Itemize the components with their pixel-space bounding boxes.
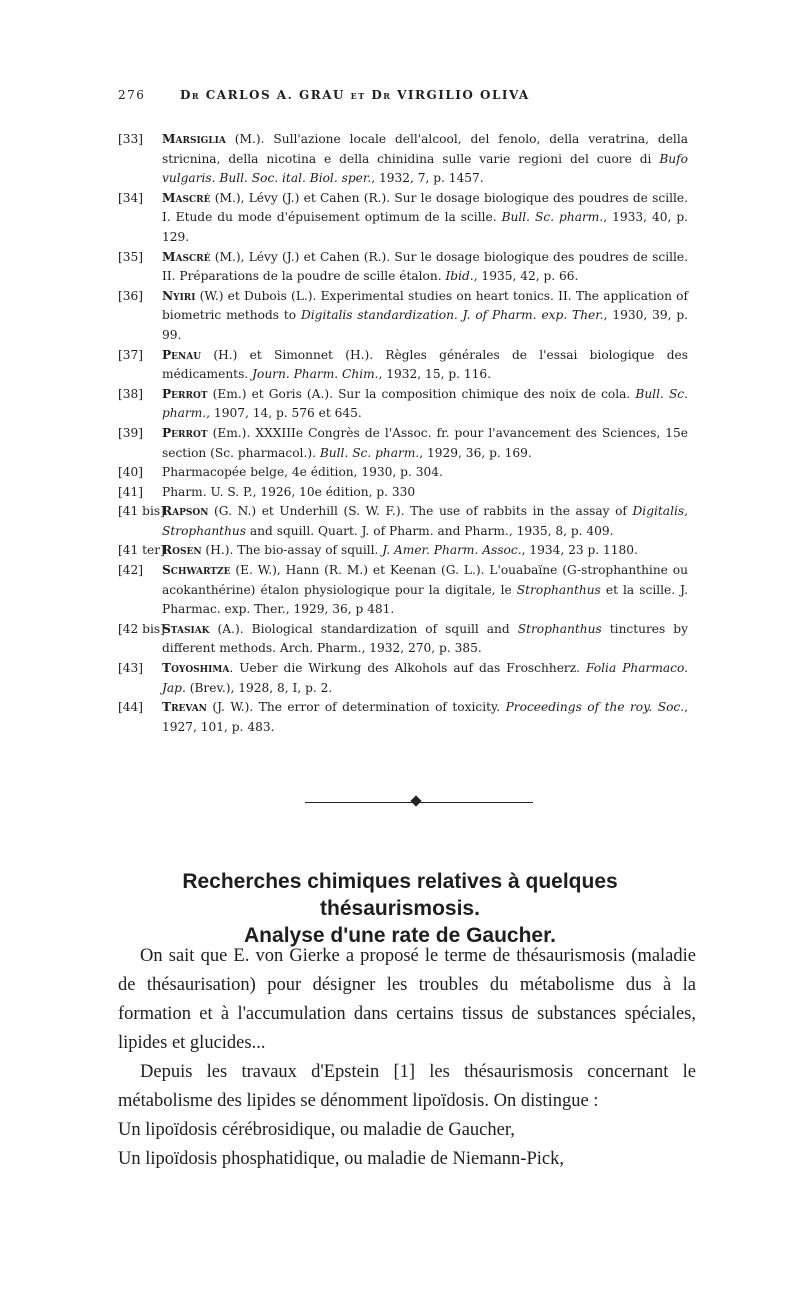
reference-text: . Ueber die Wirkung des Alkohols auf das Froschherz.: [229, 661, 587, 676]
reference-details: , 1934, 23 p. 1180.: [521, 543, 638, 558]
reference-details: (Brev.), 1928, 8, I, p. 2.: [185, 680, 333, 695]
reference-details: , 1930, 39, p. 99.: [162, 308, 689, 342]
reference-author: Schwartze: [162, 563, 231, 578]
reference-text: (G. N.) et Underhill (S. W. F.). The use of rabbits in the assay of: [208, 504, 633, 519]
reference-text: (E. W.), Hann (R. M.) et Keenan (G. L.). L'ouabaïne (G-strophanthine ou acokanthérine) étalon physiologique pour la digitale, le: [162, 563, 688, 597]
reference-journal: Bull. Sc. pharm.: [501, 210, 604, 225]
reference-number: [41 ter]: [118, 543, 165, 558]
reference-author: Toyoshima: [162, 661, 230, 676]
reference-item: [118, 248, 688, 287]
reference-item: [118, 502, 688, 541]
article-body: [118, 942, 696, 1174]
reference-details: , 1932, 15, p. 116.: [378, 367, 492, 382]
reference-details: and squill. Quart. J. of Pharm. and Pharm., 1935, 8, p. 409.: [246, 523, 614, 538]
reference-text: (M.). Sull'azione locale dell'alcool, del fenolo, della veratrina, della stricnina, della nicotina e della chinidina sulle varie regioni del cuore di: [162, 132, 688, 166]
reference-journal: Strophanthus: [516, 582, 601, 597]
reference-journal: Bufo vulgaris. Bull. Soc. ital. Biol. sper.: [162, 151, 688, 186]
body-paragraph: On sait que E. von Gierke a proposé le terme de thésaurismosis (maladie de thésaurisation) pour désigner les troubles du métabolisme dus à la formation et à l'accumulation dans certains tissus de substances spéciales, lipides et glucides...: [118, 946, 696, 1053]
reference-text: (W.) et Dubois (L.). Experimental studies on heart tonics. II. The application of biometric methods to: [162, 288, 688, 323]
reference-author: Nyiri: [162, 288, 196, 303]
reference-details: , 1932, 7, p. 1457.: [371, 171, 484, 186]
reference-number: [35]: [118, 249, 144, 264]
body-list-item: Un lipoïdosis cérébrosidique, ou maladie de Gaucher,: [118, 1120, 515, 1140]
reference-number: [40]: [118, 465, 144, 480]
reference-author: Rosen: [162, 543, 202, 558]
reference-text: Pharm. U. S. P., 1926, 10e édition, p. 330: [162, 484, 416, 499]
article-title-line-1: Recherches chimiques relatives à quelques thésaurismosis.: [182, 870, 618, 920]
reference-text: Pharmacopée belge, 4e édition, 1930, p. 304.: [162, 465, 443, 480]
reference-item: [118, 698, 688, 737]
reference-text: (M.), Lévy (J.) et Cahen (R.). Sur le dosage biologique des poudres de scille. II. Préparations de la poudre de scille étalon.: [162, 249, 688, 284]
reference-journal: Digitalis, Strophanthus: [162, 504, 688, 538]
body-list-item: Un lipoïdosis phosphatidique, ou maladie de Niemann-Pick,: [118, 1149, 564, 1169]
body-paragraph: Depuis les travaux d'Epstein [1] les thésaurismosis concernant le métabolisme des lipides se dénomment lipoïdosis. On distingue :: [118, 1062, 696, 1111]
reference-journal: Journ. Pharm. Chim.: [252, 367, 379, 382]
reference-number: [42]: [118, 563, 144, 578]
reference-details: , 1929, 36, p. 169.: [419, 445, 532, 460]
reference-number: [44]: [118, 700, 144, 715]
reference-item: [118, 483, 688, 503]
reference-item: [118, 130, 688, 189]
reference-details: , 1927, 101, p. 483.: [162, 700, 688, 734]
reference-journal: Bull. Sc. pharm.: [162, 386, 688, 421]
reference-number: [36]: [118, 288, 144, 303]
reference-author: Perrot: [162, 386, 208, 401]
reference-number: [43]: [118, 661, 144, 676]
reference-text: (J. W.). The error of determination of toxicity.: [206, 700, 506, 715]
reference-text: (H.). The bio-assay of squill.: [201, 543, 383, 558]
reference-author: Trevan: [162, 700, 207, 715]
reference-number: [41]: [118, 484, 144, 499]
reference-author: Stasiak: [162, 621, 210, 636]
article-title: [100, 868, 700, 949]
page-header: [118, 88, 688, 102]
reference-author: Rapson: [162, 504, 209, 519]
reference-number: [33]: [118, 132, 144, 146]
reference-item: [118, 346, 688, 385]
reference-text: (Em.) et Goris (A.). Sur la composition chimique des noix de cola.: [207, 386, 636, 401]
reference-item: [118, 424, 688, 463]
reference-journal: Folia Pharmaco. Jap.: [162, 661, 688, 695]
reference-journal: J. Amer. Pharm. Assoc.: [382, 543, 522, 558]
reference-number: [38]: [118, 386, 144, 401]
reference-author: Marsiglia: [162, 132, 226, 146]
running-title: Dr CARLOS A. GRAU et Dr VIRGILIO OLIVA: [180, 88, 530, 102]
reference-author: Mascré: [162, 249, 211, 264]
reference-number: [37]: [118, 347, 144, 362]
reference-author: Mascré: [162, 190, 211, 205]
reference-number: [39]: [118, 425, 144, 440]
reference-journal: Bull. Sc. pharm.: [319, 445, 420, 460]
reference-item: [118, 463, 688, 483]
reference-list: [118, 130, 688, 737]
reference-item: [118, 541, 688, 561]
reference-text: (M.), Lévy (J.) et Cahen (R.). Sur le dosage biologique des poudres de scille. I. Etude du mode d'épuisement optimum de la scille.: [162, 190, 688, 225]
reference-number: [34]: [118, 190, 144, 205]
reference-item: [118, 189, 688, 248]
diamond-ornament-icon: [410, 795, 421, 806]
reference-item: [118, 385, 688, 424]
reference-number: [41 bis]: [118, 504, 165, 519]
reference-text: (H.) et Simonnet (H.). Règles générales de l'essai biologique des médicaments.: [162, 347, 688, 382]
reference-journal: Ibid.: [445, 269, 474, 284]
reference-details: et la scille. J. Pharmac. exp. Ther., 1929, 36, p 481.: [162, 582, 688, 617]
reference-author: Penau: [162, 347, 202, 362]
reference-text: (A.). Biological standardization of squill and: [209, 621, 518, 636]
reference-journal: Digitalis standardization. J. of Pharm. exp. Ther.: [300, 308, 604, 323]
reference-item: [118, 620, 688, 659]
page-number: 276: [118, 88, 146, 102]
reference-journal: Proceedings of the roy. Soc.: [505, 700, 685, 715]
article-title-line-2: Analyse d'une rate de Gaucher.: [244, 924, 556, 947]
reference-item: [118, 561, 688, 620]
reference-text: (Em.). XXXIIIe Congrès de l'Assoc. fr. pour l'avancement des Sciences, 15e section (Sc. pharmacol.).: [162, 425, 688, 460]
reference-details: tinctures by different methods. Arch. Pharm., 1932, 270, p. 385.: [162, 621, 688, 656]
reference-item: [118, 287, 688, 346]
reference-details: , 1907, 14, p. 576 et 645.: [206, 406, 362, 421]
reference-number: [42 bis]: [118, 621, 165, 636]
reference-author: Perrot: [162, 425, 208, 440]
reference-details: , 1935, 42, p. 66.: [473, 269, 579, 284]
reference-journal: Strophanthus: [517, 621, 602, 636]
reference-details: , 1933, 40, p. 129.: [162, 210, 688, 244]
reference-item: [118, 659, 688, 698]
